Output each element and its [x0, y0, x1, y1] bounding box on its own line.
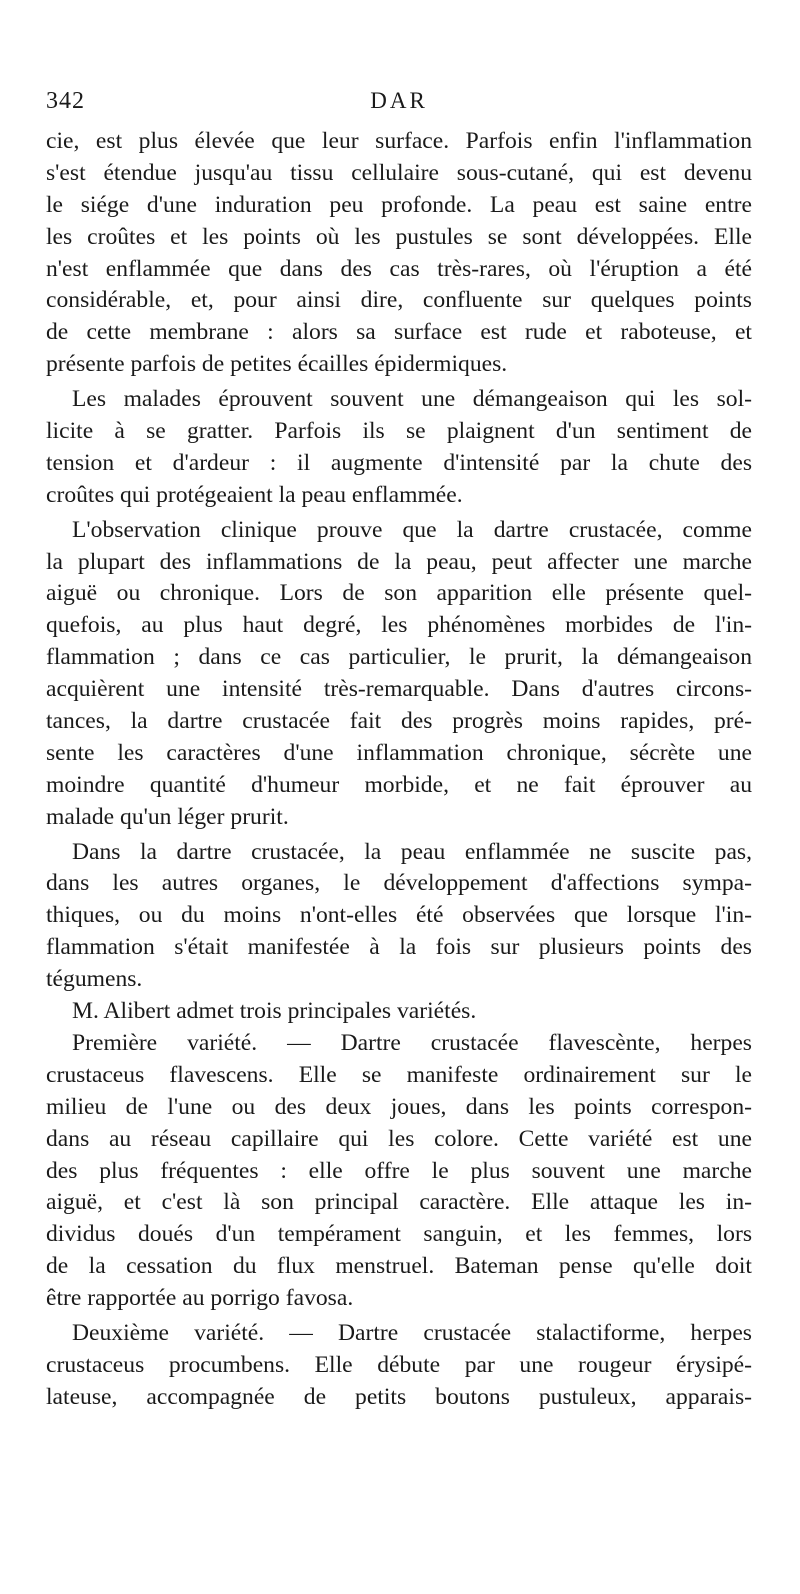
text-line: flammation ; dans ce cas particulier, le prurit, la démangeaison — [46, 644, 752, 671]
text-line: Première variété. — Dartre crustacée flavescènte, herpes — [72, 1029, 752, 1056]
text-line: la plupart des inflammations de la peau, peut affecter une marche — [46, 548, 752, 575]
text-line: le siége d'une induration peu profonde. La peau est saine entre — [46, 191, 752, 218]
text-line: crustaceus procumbens. Elle débute par une rougeur érysipé- — [46, 1351, 752, 1378]
text-line: quefois, au plus haut degré, les phénomènes morbides de l'in- — [46, 612, 752, 639]
text-line: n'est enflammée que dans des cas très-rares, où l'éruption a été — [46, 255, 752, 282]
text-line: licite à se gratter. Parfois ils se plaignent d'un sentiment de — [46, 418, 752, 445]
text-line: Dans la dartre crustacée, la peau enflammée ne suscite pas, — [72, 838, 752, 865]
text-line: les croûtes et les points où les pustules se sont développées. Elle — [46, 223, 752, 250]
text-line: présente parfois de petites écailles épidermiques. — [46, 351, 508, 378]
text-line: moindre quantité d'humeur morbide, et ne fait éprouver au — [46, 771, 752, 798]
book-page — [46, 86, 752, 1414]
text-line: dans au réseau capillaire qui les colore. Cette variété est une — [46, 1125, 752, 1152]
text-line: lateuse, accompagnée de petits boutons pustuleux, apparais- — [46, 1383, 752, 1410]
text-line: L'observation clinique prouve que la dartre crustacée, comme — [72, 516, 752, 543]
text-line: des plus fréquentes : elle offre le plus souvent une marche — [46, 1157, 752, 1184]
text-line: tances, la dartre crustacée fait des progrès moins rapides, pré- — [46, 708, 752, 735]
text-line: acquièrent une intensité très-remarquable. Dans d'autres circons- — [46, 676, 752, 703]
text-line: Les malades éprouvent souvent une démangeaison qui les sol- — [72, 386, 752, 413]
text-line: dans les autres organes, le développement d'affections sympa- — [46, 870, 752, 897]
text-line: de cette membrane : alors sa surface est rude et raboteuse, et — [46, 319, 752, 346]
text-line: s'est étendue jusqu'au tissu cellulaire sous-cutané, qui est devenu — [46, 159, 752, 186]
text-line: Deuxième variété. — Dartre crustacée stalactiforme, herpes — [72, 1319, 752, 1346]
text-line: considérable, et, pour ainsi dire, confluente sur quelques points — [46, 287, 752, 314]
running-head: DAR — [370, 88, 428, 113]
text-line: thiques, ou du moins n'ont-elles été observées que lorsque l'in- — [46, 902, 752, 929]
text-line: crustaceus flavescens. Elle se manifeste ordinairement sur le — [46, 1061, 752, 1088]
text-line: croûtes qui protégeaient la peau enflammée. — [46, 481, 463, 508]
text-line: de la cessation du flux menstruel. Bateman pense qu'elle doit — [46, 1253, 752, 1280]
text-line: dividus doués d'un tempérament sanguin, et les femmes, lors — [46, 1221, 752, 1248]
text-line: tégumens. — [46, 966, 143, 993]
text-line: aiguë ou chronique. Lors de son apparition elle présente quel- — [46, 580, 752, 607]
text-line: être rapportée au porrigo favosa. — [46, 1285, 354, 1312]
text-line: tension et d'ardeur : il augmente d'intensité par la chute des — [46, 449, 752, 476]
text-line: milieu de l'une ou des deux joues, dans les points correspon- — [46, 1093, 752, 1120]
text-line: flammation s'était manifestée à la fois sur plusieurs points des — [46, 934, 752, 961]
page-number: 342 — [46, 88, 85, 114]
text-line: M. Alibert admet trois principales variétés. — [72, 998, 477, 1025]
text-line: cie, est plus élevée que leur surface. Parfois enfin l'inflammation — [46, 128, 752, 154]
text-line: aiguë, et c'est là son principal caractère. Elle attaque les in- — [46, 1189, 752, 1216]
text-line: sente les caractères d'une inflammation chronique, sécrète une — [46, 739, 752, 766]
text-line: malade qu'un léger prurit. — [46, 803, 289, 830]
body-text — [46, 126, 752, 1414]
page-header — [46, 86, 752, 126]
